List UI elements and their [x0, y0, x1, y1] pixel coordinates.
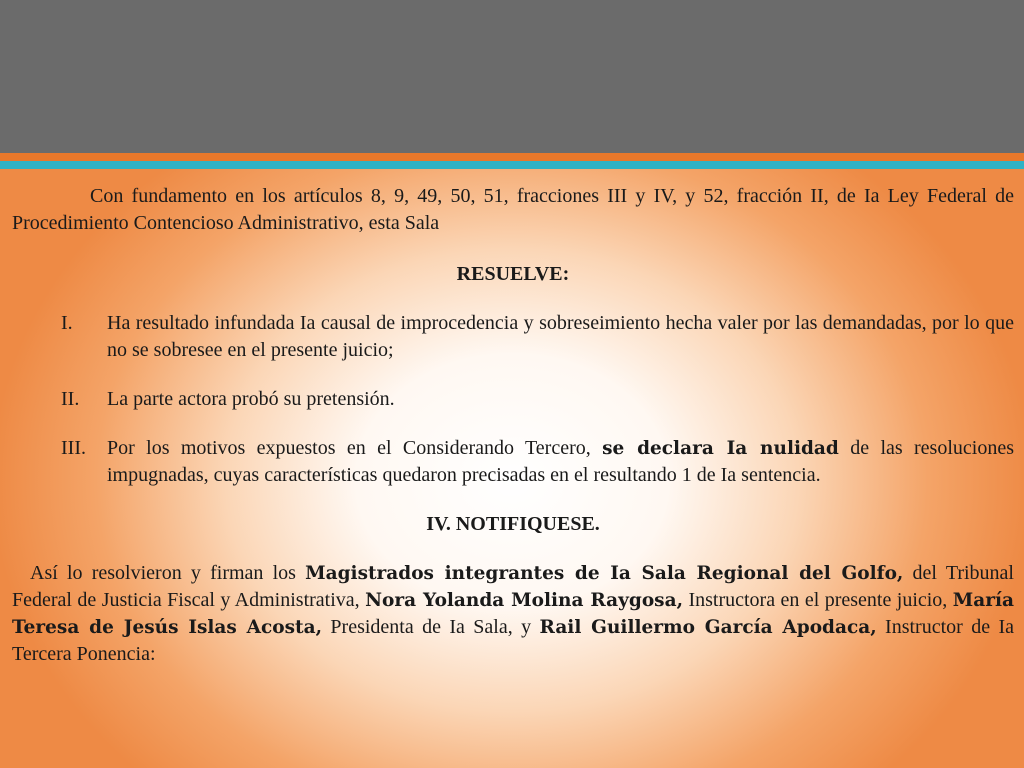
document-body: [12, 183, 1014, 668]
closing-text: Así lo resolvieron y firman los: [30, 562, 306, 584]
item-text: Ha resultado infundada Ia causal de improcedencia y sobreseimiento hecha valer por las demandadas, por lo que no se sobresee en el presente juicio;: [107, 312, 1014, 361]
intro-paragraph: Con fundamento en los artículos 8, 9, 49, 50, 51, fracciones III y IV, y 52, fracción II, de Ia Ley Federal de Procedimiento Contencioso Administrativo, esta Sala: [12, 185, 1014, 234]
item-text-part: de las resoluciones impugnadas, cuyas características quedaron precisadas en el resultando 1 de Ia sentencia.: [107, 437, 1014, 486]
item-number: II.: [61, 388, 80, 410]
list-item: [12, 386, 1014, 413]
signer-name: Rail Guillermo García Apodaca,: [539, 617, 877, 638]
signer-name: María Teresa de Jesús Islas Acosta,: [12, 590, 1014, 638]
resuelve-heading: RESUELVE:: [456, 263, 570, 285]
header-bar: [0, 0, 1024, 153]
item-text: La parte actora probó su pretensión.: [107, 388, 395, 410]
closing-text: del Tribunal Federal de Justicia Fiscal y Administrativa,: [12, 562, 1014, 611]
closing-text: Instructor de Ia Tercera Ponencia:: [12, 616, 1015, 665]
item-text: [107, 435, 1014, 489]
list-item: [12, 310, 1014, 364]
item-number: III.: [61, 437, 86, 459]
list-item: [12, 435, 1014, 489]
signer-name: Nora Yolanda Molina Raygosa,: [365, 590, 684, 611]
magistrates-name: Magistrados integrantes de Ia Sala Regional del Golfo,: [305, 563, 904, 584]
resolution-list: [12, 310, 1014, 489]
closing-text: Instructora en el presente juicio,: [683, 589, 953, 611]
item-number: I.: [61, 312, 73, 334]
accent-stripe-orange: [0, 153, 1024, 161]
closing-paragraph: [12, 560, 1014, 668]
notifiquese-heading: IV. NOTIFIQUESE.: [426, 513, 600, 535]
closing-text: Presidenta de Ia Sala, y: [322, 616, 540, 638]
item-text-part: Por los motivos expuestos en el Considerando Tercero,: [107, 437, 603, 459]
accent-stripe-teal: [0, 161, 1024, 169]
nullity-declaration: se declara Ia nulidad: [602, 438, 839, 459]
